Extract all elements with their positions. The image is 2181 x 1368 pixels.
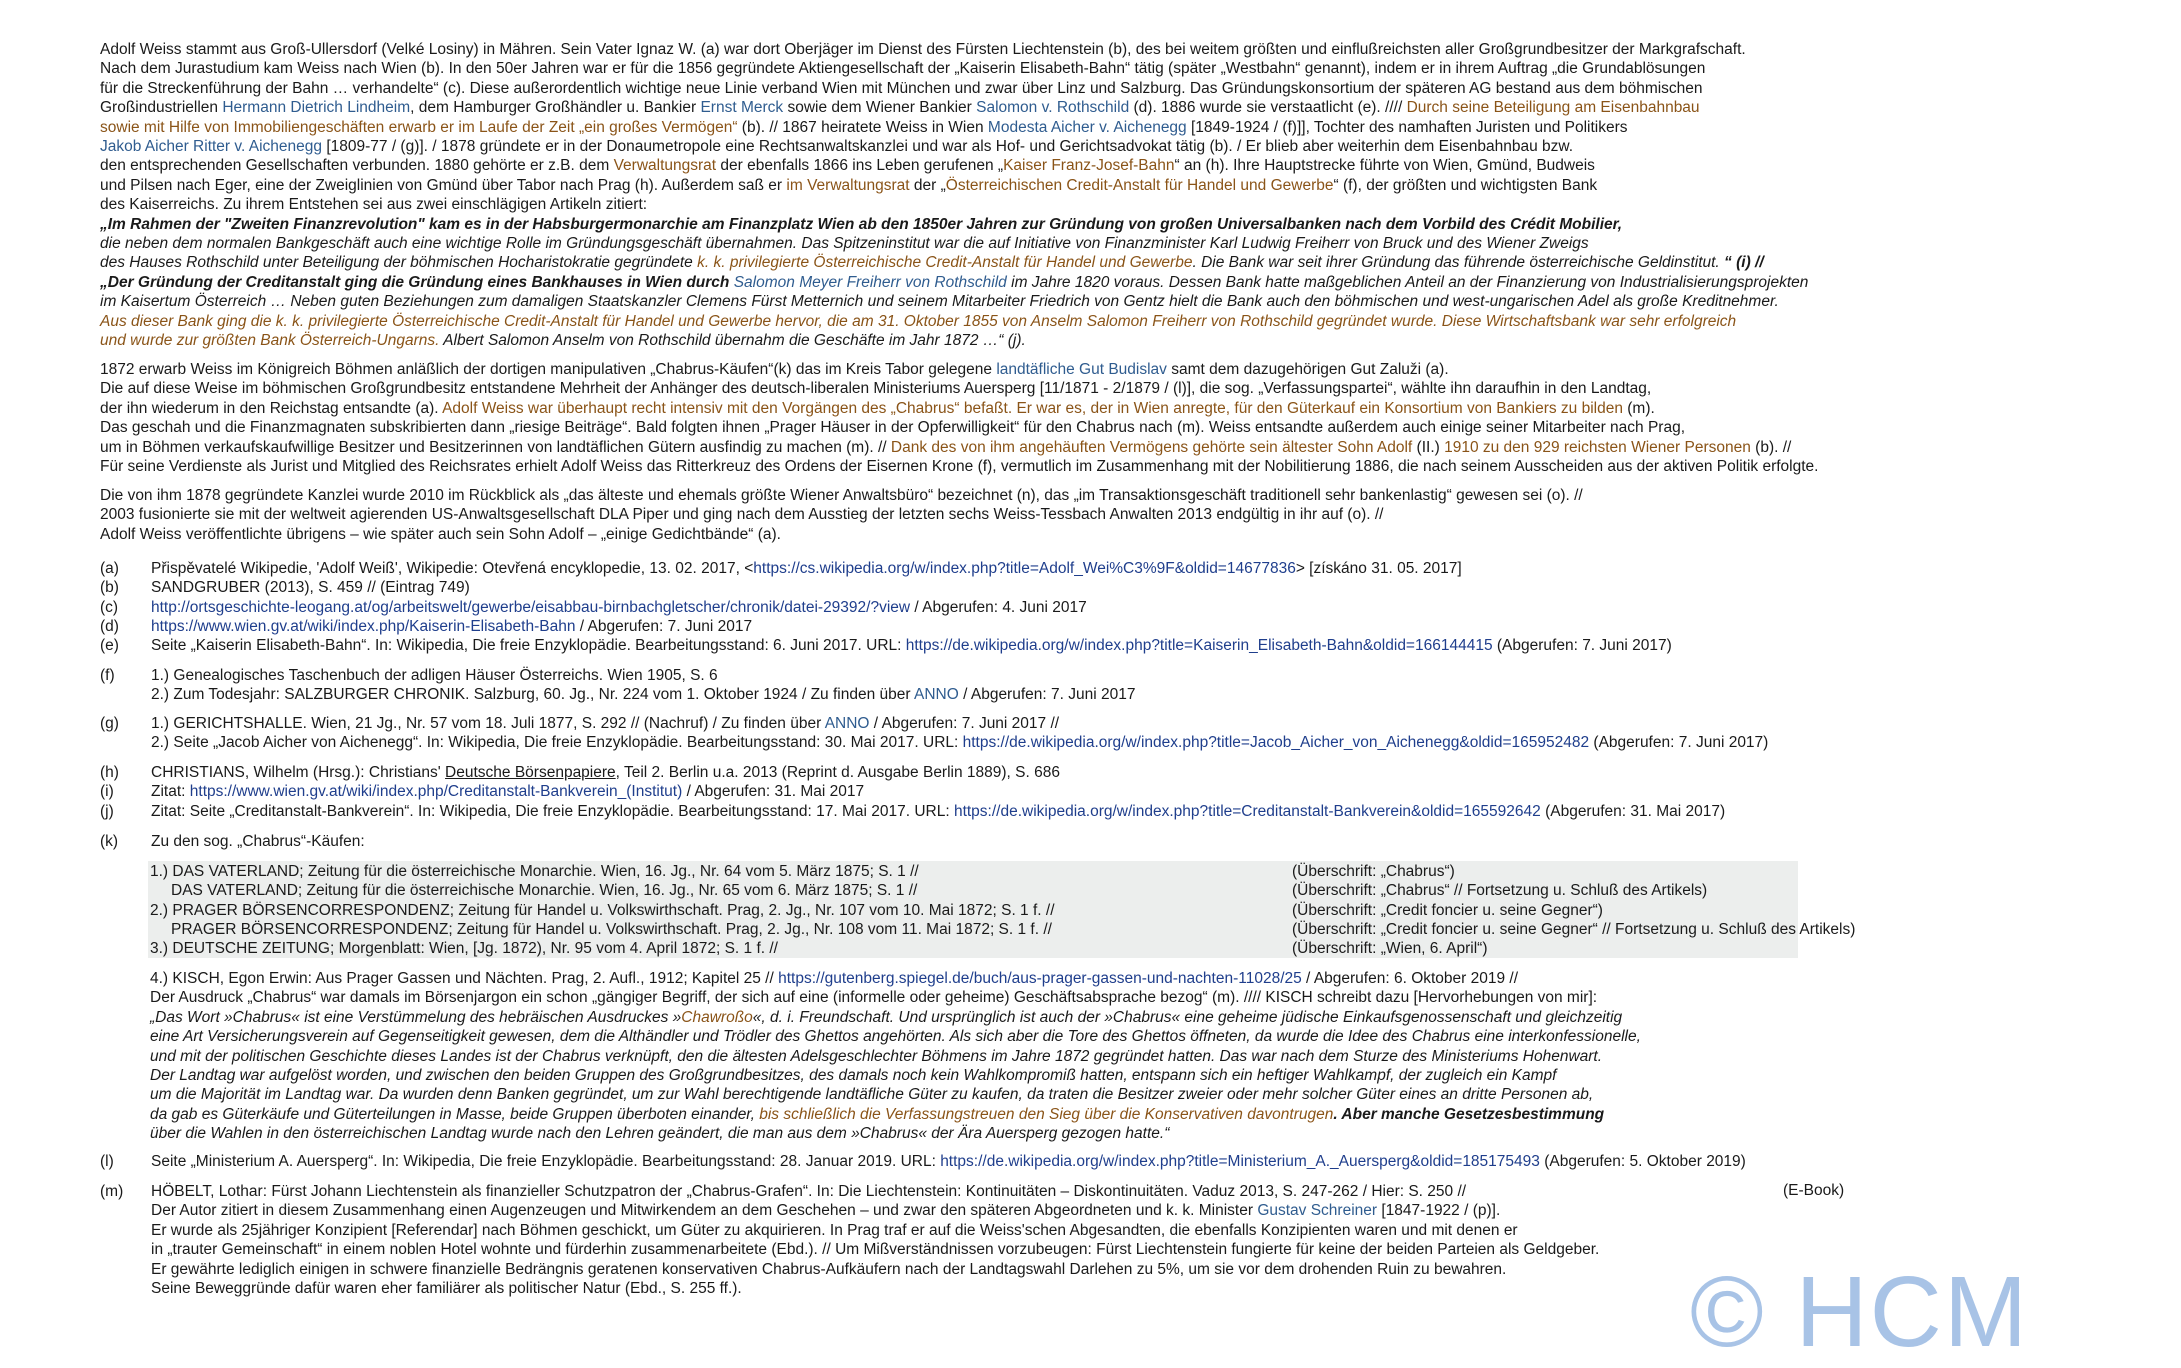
source-line: 1.) DAS VATERLAND; Zeitung für die österreichische Monarchie. Wien, 16. Jg., Nr. 64 vom 5. März 1875; S. 1 // bbox=[150, 863, 919, 880]
text-span: sowie dem Wiener Bankier bbox=[783, 99, 977, 117]
ref-text bbox=[151, 802, 1725, 821]
text-span: [1809-77 / (g)]. / 1878 gründete er in der Donaumetropole eine Rechtsanwaltskanzlei und war als Hof- und Gerichtsadvokat tätig (b). / Er blieb aber weiterhin dem Eisenbahnbau bzw. bbox=[322, 138, 1574, 156]
person-link[interactable]: Salomon v. Rothschild bbox=[976, 99, 1130, 117]
highlight-text: 1910 zu den 929 reichsten Wiener Personen bbox=[1444, 438, 1751, 456]
text-span: “ (f), der größten und wichtigsten Bank bbox=[1333, 176, 1598, 194]
quote-line: über die Wahlen in den österreichischen Landtag wurde nach den Lehren geändert, die man aus dem »Chabrus« der Ära Auersperg gezogen hatte.“ bbox=[150, 1125, 1170, 1143]
text-span: (Abgerufen: 5. Oktober 2019) bbox=[1539, 1153, 1746, 1170]
text-span: im Jahre 1820 voraus. Dessen Bank hatte maßgeblichen Anteil an der Finanzierung von Industrialisierungsprojekten bbox=[1006, 273, 1809, 291]
highlight-text: und wurde zur größten Bank Österreich-Ungarns. bbox=[100, 332, 444, 350]
source-heading: (Überschrift: „Credit foncier u. seine Gegner“ // Fortsetzung u. Schluß des Artikels) bbox=[1292, 921, 1856, 938]
text-line bbox=[100, 98, 2080, 117]
text-span: der ebenfalls 1866 ins Leben gerufenen „ bbox=[716, 157, 1004, 175]
highlight-text: Chawroßo bbox=[681, 1008, 753, 1026]
text-span: 2.) Zum Todesjahr: SALZBURGER CHRONIK. Salzburg, 60. Jg., Nr. 224 vom 1. Oktober 1924 / Zu finden über bbox=[151, 686, 914, 703]
person-link[interactable]: Gustav Schreiner bbox=[1257, 1202, 1378, 1220]
quote-line: und mit der politischen Geschichte dieses Landes ist der Chabrus verknüpft, den die ältesten Adelsgeschlechter Böhmens im Jahre 1872 gegründet hatten. Das war nach dem Sturze des Ministeriums Hohenwart. bbox=[150, 1047, 1603, 1065]
text-line bbox=[100, 438, 2080, 457]
highlight-text: sowie mit Hilfe von Immobiliengeschäften erwarb er im Laufe der Zeit „ein großes Vermögen“ bbox=[100, 118, 738, 136]
highlight-text: im Verwaltungsrat bbox=[786, 176, 910, 194]
ref-text bbox=[151, 763, 1060, 782]
text-span: (b). // 1867 heiratete Weiss in Wien bbox=[737, 118, 988, 136]
ref-tag: (h) bbox=[100, 764, 119, 781]
source-heading: (Überschrift: „Chabrus“) bbox=[1292, 863, 1455, 880]
ref-tag: (m) bbox=[100, 1183, 124, 1200]
text-span: (Abgerufen: 7. Juni 2017) bbox=[1492, 637, 1672, 654]
quote-line bbox=[100, 331, 2080, 350]
estate-link[interactable]: landtäfliche Gut Budislav bbox=[996, 361, 1167, 378]
text-span: “ an (h). Ihre Hauptstrecke führte von Wien, Gmünd, Budweis bbox=[1174, 157, 1595, 175]
text-span: des Hauses Rothschild unter Beteiligung der böhmischen Hocharistokratie gegründete bbox=[100, 254, 698, 272]
text-span: (II.) bbox=[1412, 438, 1445, 456]
url-link[interactable]: https://de.wikipedia.org/w/index.php?title=Kaiserin_Elisabeth-Bahn&oldid=166144415 bbox=[905, 637, 1493, 654]
text-span: / Abgerufen: 7. Juni 2017 // bbox=[869, 715, 1060, 732]
text-span: Seite „Ministerium A. Auersperg“. In: Wikipedia, Die freie Enzyklopädie. Bearbeitungsstand: 28. Januar 2019. URL: bbox=[151, 1153, 941, 1170]
text-line: Adolf Weiss stammt aus Groß-Ullersdorf (Velké Losiny) in Mähren. Sein Vater Ignaz W. (a) war dort Oberjäger im Dienst des Fürsten Liechtenstein (b), des bei weitem größten und einflußreichsten aller Großgrundbesitzer der Markgrafschaft. bbox=[100, 41, 1746, 58]
text-line bbox=[100, 137, 2080, 156]
ref-tag: (k) bbox=[100, 833, 119, 850]
text-span: den entsprechenden Gesellschaften verbunden. 1880 gehörte er z.B. dem bbox=[100, 157, 614, 175]
quote-line: die neben dem normalen Bankgeschäft auch eine wichtige Rolle im Gründungsgeschäft übernahmen. Das Spitzeninstitut war die auf Initiative von Finanzminister Karl Ludwig Freiherr von Bruck und des Wiener Zweigs bbox=[100, 235, 1589, 253]
ref-text bbox=[151, 685, 1135, 704]
quote-line: um die Majorität im Landtag war. Da wurden denn Banken gegründet, um zur Wahl berechtigende landtäfliche Güter zu kaufen, da traten die Besitzer zweier oder mehr solcher Güter eines an dritte Personen ab, bbox=[150, 1086, 1594, 1104]
text-line bbox=[100, 399, 2080, 418]
quote-line bbox=[100, 253, 2080, 272]
text-line bbox=[100, 176, 2080, 195]
source-line: 2.) PRAGER BÖRSENCORRESPONDENZ; Zeitung für Handel u. Volkswirthschaft. Prag, 2. Jg., Nr. 107 vom 10. Mai 1872; S. 1 f. // bbox=[150, 902, 1055, 919]
ref-text bbox=[151, 559, 1462, 578]
text-span: , dem Hamburger Großhändler u. Bankier bbox=[410, 99, 701, 117]
person-link[interactable]: Modesta Aicher v. Aichenegg bbox=[987, 118, 1187, 136]
ref-text bbox=[151, 1201, 1500, 1220]
text-span: / Abgerufen: 4. Juni 2017 bbox=[910, 599, 1087, 616]
highlight-text: Kaiser Franz-Josef-Bahn bbox=[1003, 157, 1175, 175]
ref-text bbox=[151, 714, 1059, 733]
ebook-label: (E-Book) bbox=[1783, 1182, 1845, 1199]
intro-paragraph bbox=[100, 40, 2080, 351]
text-line: Das geschah und die Finanzmagnaten subskribierten dann „riesige Beiträge“. Bald folgten ihnen „Prager Häuser in der Opferwilligkeit“ für den Chabrus nach (m). Weiss entsandte außerdem auch einige seiner Mitarbeiter nach Prag, bbox=[100, 419, 1685, 437]
text-span: [1849-1924 / (f)]], Tochter des namhaften Juristen und Politikers bbox=[1186, 118, 1628, 136]
text-span: der „ bbox=[909, 176, 946, 194]
person-link[interactable]: Salomon Meyer Freiherr von Rothschild bbox=[733, 273, 1007, 291]
text-span: (b). // bbox=[1750, 438, 1792, 456]
ref-tag: (j) bbox=[100, 803, 114, 820]
quote-line: Aus dieser Bank ging die k. k. privilegierte Österreichische Credit-Anstalt für Handel und Gewerbe hervor, die am 31. Oktober 1855 von Anselm Salomon Freiherr von Rothschild gegründet wurde. Diese Wirtschaftsbank war sehr erfolgreich bbox=[100, 312, 1737, 330]
text-span: um in Böhmen verkaufskaufwillige Besitzer und Besitzerinnen von landtäflichen Gütern ausfindig zu machen (m). // bbox=[100, 438, 891, 456]
text-line: Für seine Verdienste als Jurist und Mitglied des Reichsrates erhielt Adolf Weiss das Ritterkreuz des Ordens der Eisernen Krone (f), vermutlich im Zusammenhang mit der Nobilitierung 1886, die nach seinem Ausscheiden aus der aktiven Politik erfolgte. bbox=[100, 458, 1819, 476]
ref-tag: (d) bbox=[100, 618, 119, 635]
highlight-text: Durch seine Beteiligung am Eisenbahnbau bbox=[1406, 99, 1700, 117]
text-span: (Abgerufen: 31. Mai 2017) bbox=[1540, 803, 1726, 820]
text-span: / Abgerufen: 6. Oktober 2019 // bbox=[1301, 970, 1519, 987]
highlight-text: Dank des von ihm angehäuften Vermögens gehörte sein ältester Sohn Adolf bbox=[890, 438, 1413, 456]
highlight-text: Verwaltungsrat bbox=[613, 157, 717, 175]
quote-line bbox=[150, 1105, 2050, 1124]
text-span: “ (i) // bbox=[1719, 254, 1764, 272]
text-span: samt dem dazugehörigen Gut Zaluži (a). bbox=[1166, 361, 1449, 378]
text-span: (d). 1886 wurde sie verstaatlicht (e). //// bbox=[1129, 99, 1407, 117]
text-line bbox=[100, 360, 2080, 379]
quote-line bbox=[100, 273, 2080, 292]
text-line: des Kaiserreichs. Zu ihrem Entstehen sei aus zwei einschlägigen Artikeln zitiert: bbox=[100, 196, 648, 214]
person-link[interactable]: Hermann Dietrich Lindheim bbox=[222, 99, 411, 117]
ref-text bbox=[151, 782, 864, 801]
ref-text bbox=[151, 617, 752, 636]
ref-tag: (i) bbox=[100, 783, 114, 800]
url-link[interactable]: https://www.wien.gv.at/wiki/index.php/Creditanstalt-Bankverein_(Institut) bbox=[189, 783, 683, 800]
text-line: Die von ihm 1878 gegründete Kanzlei wurde 2010 im Rückblick als „das älteste und ehemals größte Wiener Anwaltsbüro“ bezeichnet (n), das „im Transaktionsgeschäft traditionell sehr bankenlastig“ gewesen sei (o). // bbox=[100, 487, 1583, 504]
ref-tag: (e) bbox=[100, 637, 119, 654]
text-span: Přispěvatelé Wikipedie, 'Adolf Weiß', Wikipedie: Otevřená encyklopedie, 13. 02. 2017, < bbox=[151, 560, 754, 577]
text-span: / Abgerufen: 7. Juni 2017 bbox=[575, 618, 753, 635]
url-link[interactable]: https://de.wikipedia.org/w/index.php?title=Creditanstalt-Bankverein&oldid=165592642 bbox=[953, 803, 1541, 820]
text-span: und Pilsen nach Eger, eine der Zweiglinien von Gmünd über Tabor nach Prag (h). Außerdem saß er bbox=[100, 176, 787, 194]
text-line bbox=[100, 118, 2080, 137]
text-line: Adolf Weiss veröffentlichte übrigens – wie später auch sein Sohn Adolf – „einige Gedichtbände“ (a). bbox=[100, 525, 781, 543]
text-span: «, d. i. Freundschaft. Und ursprünglich ist auch der »Chabrus« eine geheime jüdische Einkaufsgenossenschaft und gleichzeitig bbox=[752, 1008, 1623, 1026]
url-link[interactable]: https://cs.wikipedia.org/w/index.php?title=Adolf_Wei%C3%9F&oldid=14677836 bbox=[753, 560, 1296, 577]
text-span: Zitat: Seite „Creditanstalt-Bankverein“. In: Wikipedia, Die freie Enzyklopädie. Bearbeitungsstand: 17. Mai 2017. URL: bbox=[151, 803, 954, 820]
source-heading: (Überschrift: „Credit foncier u. seine Gegner“) bbox=[1292, 902, 1603, 919]
text-span: > [získáno 31. 05. 2017] bbox=[1295, 560, 1462, 577]
text-span: (Abgerufen: 7. Juni 2017) bbox=[1589, 734, 1769, 751]
source-line: DAS VATERLAND; Zeitung für die österreichische Monarchie. Wien, 16. Jg., Nr. 65 vom 6. März 1875; S. 1 // bbox=[171, 882, 918, 899]
person-link[interactable]: Ernst Merck bbox=[700, 99, 784, 117]
paragraph-1872 bbox=[100, 360, 2080, 476]
text-span: . Aber manche Gesetzesbestimmung bbox=[1333, 1105, 1605, 1123]
text-line: Nach dem Jurastudium kam Weiss nach Wien (b). In den 50er Jahren war er für die 1856 gegründete Aktiengesellschaft der „Kaiserin Elisabeth-Bahn“ tätig (später „Westbahn“ genannt), indem er in ihrem Auftrag „die Grundablösungen bbox=[100, 60, 1706, 78]
text-line: Der Ausdruck „Chabrus“ war damals im Börsenjargon ein schon „gängiger Begriff, der sich auf eine (informelle oder geheime) Geschäftsabsprache bezog“ (m). //// KISCH schreibt dazu [Hervorhebungen von mir]: bbox=[150, 989, 1598, 1007]
text-span: (m). bbox=[1622, 399, 1655, 417]
text-span: „Der Gründung der Creditanstalt ging die Gründung eines Bankhauses in Wien durch bbox=[100, 273, 734, 291]
highlight-text: bis schließlich die Verfassungstreuen den Sieg über die Konservativen davontrugen bbox=[759, 1105, 1334, 1123]
text-line: 2003 fusionierte sie mit der weltweit agierenden US-Anwaltsgesellschaft DLA Piper und ging nach dem Ausstieg der letzten sechs Weiss-Tessbach Anwalten 2013 endgültig in ihr auf (o). // bbox=[100, 506, 1384, 524]
ref-text: SANDGRUBER (2013), S. 459 // (Eintrag 749) bbox=[151, 579, 470, 596]
ref-text: Er wurde als 25jähriger Konzipient [Referendar] nach Böhmen geschickt, um Güter zu akquirieren. In Prag traf er auf die Weiss'schen Abgesandten, die ebenfalls Konzipienten waren und mit denen er bbox=[151, 1221, 1518, 1239]
text-span: Großindustriellen bbox=[100, 99, 223, 117]
ref-text: Seine Beweggründe dafür waren eher familiärer als politischer Natur (Ebd., S. 255 ff.). bbox=[151, 1280, 742, 1297]
ref-tag: (g) bbox=[100, 715, 119, 732]
url-link[interactable]: https://gutenberg.spiegel.de/buch/aus-prager-gassen-und-nachten-11028/25 bbox=[778, 970, 1302, 987]
url-link[interactable]: https://www.wien.gv.at/wiki/index.php/Kaiserin-Elisabeth-Bahn bbox=[151, 618, 576, 635]
text-span: Der Autor zitiert in diesem Zusammenhang einen Augenzeugen und Mitwirkendem an dem Geschehen – und zwar den späteren Abgeordneten und k. k. Minister bbox=[151, 1202, 1258, 1220]
ref-text bbox=[151, 1152, 1746, 1171]
source-heading: (Überschrift: „Chabrus“ // Fortsetzung u. Schluß des Artikels) bbox=[1292, 882, 1708, 899]
quote-line: eine Art Versicherungsverein auf Gegenseitigkeit gewesen, dem die Althändler und Trödler des Ghettos angehörten. Als sich aber die Tore des Ghettos öffneten, da wurde die Idee des Chabrus eine interkonfessionelle, bbox=[150, 1028, 1641, 1046]
url-link[interactable]: https://de.wikipedia.org/w/index.php?title=Jacob_Aicher_von_Aichenegg&oldid=165952482 bbox=[962, 734, 1590, 751]
text-span: 2.) Seite „Jacob Aicher von Aichenegg“. In: Wikipedia, Die freie Enzyklopädie. Bearbeitungsstand: 30. Mai 2017. URL: bbox=[151, 734, 963, 751]
text-span: CHRISTIANS, Wilhelm (Hrsg.): Christians' bbox=[151, 764, 446, 781]
url-link[interactable]: http://ortsgeschichte-leogang.at/og/arbeitswelt/gewerbe/eisabbau-birnbachgletscher/chronik/datei-29392/?view bbox=[151, 599, 911, 616]
text-span: . Die Bank war seit ihrer Gründung das führende österreichische Geldinstitut. bbox=[1192, 254, 1720, 272]
quote-line bbox=[150, 1008, 2050, 1027]
text-span: Albert Salomon Anselm von Rothschild übernahm die Geschäfte im Jahr 1872 …“ (j). bbox=[443, 332, 1026, 350]
ref-text bbox=[151, 598, 1087, 617]
text-line: Die auf diese Weise im böhmischen Großgrundbesitz entstandene Mehrheit der Anhänger des deutsch-liberalen Ministeriums Auersperg [11/1871 - 2/1879 / (l)], die sog. „Verfassungspartei“, wählte ihn daraufhin in den Landtag, bbox=[100, 380, 1652, 398]
ref-text: 1.) Genealogisches Taschenbuch der adligen Häuser Österreichs. Wien 1905, S. 6 bbox=[151, 667, 718, 684]
ref-text: Er gewährte lediglich einigen in schwere finanzielle Bedrängnis geratenen konservativen Chabrus-Aufkäufern nach der Landtagswahl Darlehen zu 5%, um sie vor dem drohenden Ruin zu bewahren. bbox=[151, 1260, 1507, 1278]
source-line: 3.) DEUTSCHE ZEITUNG; Morgenblatt: Wien, [Jg. 1872), Nr. 95 vom 4. April 1872; S. 1 f. // bbox=[150, 940, 778, 957]
quote-line: „Im Rahmen der "Zweiten Finanzrevolution" kam es in der Habsburgermonarchie am Finanzplatz Wien ab den 1850er Jahren zur Gründung von großen Universalbanken nach dem Vorbild des Crédit Mobilier, bbox=[100, 215, 1623, 233]
text-line: für die Streckenführung der Bahn … verhandelte“ (c). Diese außerordentlich wichtige neue Linie verband Wien mit München und zwar über Linz und Salzburg. Das Gründungskonsortium der späteren AG bestand aus dem böhmischen bbox=[100, 79, 1703, 97]
ref-text bbox=[151, 733, 1768, 752]
kisch-citation bbox=[150, 969, 2050, 1144]
ref-text: HÖBELT, Lothar: Fürst Johann Liechtenstein als finanzieller Schutzpatron der „Chabrus-Grafen“. In: Die Liechtenstein: Kontinuitäten – Diskontinuitäten. Vaduz 2013, S. 247-262 / Hier: S. 250 // bbox=[151, 1183, 1467, 1200]
person-link[interactable]: Jakob Aicher Ritter v. Aichenegg bbox=[100, 138, 323, 156]
highlight-text: Adolf Weiss war überhaupt recht intensiv mit den Vorgängen des „Chabrus“ befaßt. Er war es, der in Wien anregte, für den Güterkauf ein Konsortium von Bankiers zu bilden bbox=[442, 399, 1623, 417]
text-span: 4.) KISCH, Egon Erwin: Aus Prager Gassen und Nächten. Prag, 2. Aufl., 1912; Kapitel 25 // bbox=[150, 970, 779, 987]
text-span: „Das Wort »Chabrus« ist eine Verstümmelung des hebräischen Ausdruckes » bbox=[150, 1008, 682, 1026]
highlight-text: Österreichischen Credit-Anstalt für Handel und Gewerbe bbox=[945, 176, 1334, 194]
source-line: PRAGER BÖRSENCORRESPONDENZ; Zeitung für Handel u. Volkswirthschaft. Prag, 2. Jg., Nr. 108 vom 11. Mai 1872; S. 1 f. // bbox=[171, 921, 1052, 938]
ref-tag: (c) bbox=[100, 599, 119, 616]
text-span: 1872 erwarb Weiss im Königreich Böhmen anläßlich der dortigen manipulativen „Chabrus-Käufen“(k) das im Kreis Tabor gelegene bbox=[100, 361, 997, 378]
ref-tag: (b) bbox=[100, 579, 119, 596]
text-span: der ihn wiederum in den Reichstag entsandte (a). bbox=[100, 399, 443, 417]
ref-tag: (f) bbox=[100, 667, 115, 684]
text-span: Seite „Kaiserin Elisabeth-Bahn“. In: Wikipedia, Die freie Enzyklopädie. Bearbeitungsstand: 6. Juni 2017. URL: bbox=[151, 637, 906, 654]
text-span: da gab es Güterkäufe und Güterteilungen in Masse, beide Gruppen überboten einander, bbox=[150, 1105, 760, 1123]
ref-tag: (l) bbox=[100, 1153, 114, 1170]
text-span: / Abgerufen: 7. Juni 2017 bbox=[958, 686, 1136, 703]
text-span: / Abgerufen: 31. Mai 2017 bbox=[682, 783, 865, 800]
ref-text bbox=[151, 636, 1672, 655]
text-line bbox=[150, 969, 2050, 988]
text-span: [1847-1922 / (p)]. bbox=[1377, 1202, 1501, 1220]
url-link[interactable]: https://de.wikipedia.org/w/index.php?title=Ministerium_A._Auersperg&oldid=185175493 bbox=[940, 1153, 1540, 1170]
paragraph-kanzlei bbox=[100, 486, 2080, 544]
ref-tag: (a) bbox=[100, 560, 119, 577]
quote-line: im Kaisertum Österreich … Neben guten Beziehungen zum damaligen Staatskanzler Clemens Fürst Metternich und seinem Mitarbeiter Friedrich von Gentz hielt die Bank auch den böhmischen und west-ungarischen Adel als große Kreditnehmer. bbox=[100, 293, 1779, 311]
quote-line: Der Landtag war aufgelöst worden, und zwischen den beiden Gruppen des Großgrundbesitzes, des damals noch kein Wahlkompromiß hatten, entspann sich ein heftiger Wahlkampf, der zugleich ein Kampf bbox=[150, 1067, 1557, 1085]
text-line bbox=[100, 156, 2080, 175]
book-title: Deutsche Börsenpapiere bbox=[445, 764, 616, 781]
text-span: , Teil 2. Berlin u.a. 2013 (Reprint d. Ausgabe Berlin 1889), S. 686 bbox=[615, 764, 1060, 781]
text-span: Zitat: bbox=[151, 783, 190, 800]
text-span: 1.) GERICHTSHALLE. Wien, 21 Jg., Nr. 57 vom 18. Juli 1877, S. 292 // (Nachruf) / Zu finden über bbox=[151, 715, 825, 732]
anno-link[interactable]: ANNO bbox=[914, 686, 959, 703]
anno-link[interactable]: ANNO bbox=[824, 715, 870, 732]
source-heading: (Überschrift: „Wien, 6. April“) bbox=[1292, 940, 1488, 957]
ref-text: Zu den sog. „Chabrus“-Käufen: bbox=[151, 833, 365, 850]
highlight-text: k. k. privilegierte Österreichische Credit-Anstalt für Handel und Gewerbe bbox=[697, 254, 1193, 272]
ref-text: in „trauter Gemeinschaft“ in einem noblen Hotel wohnte und fürderhin zusammenarbeitete (Ebd.). // Um Mißverständnissen vorzubeugen: Fürst Liechtenstein fungierte für keine der beiden Parteien als Geldgeber. bbox=[151, 1241, 1600, 1259]
copyright-watermark: © HCM bbox=[1690, 1256, 2030, 1368]
